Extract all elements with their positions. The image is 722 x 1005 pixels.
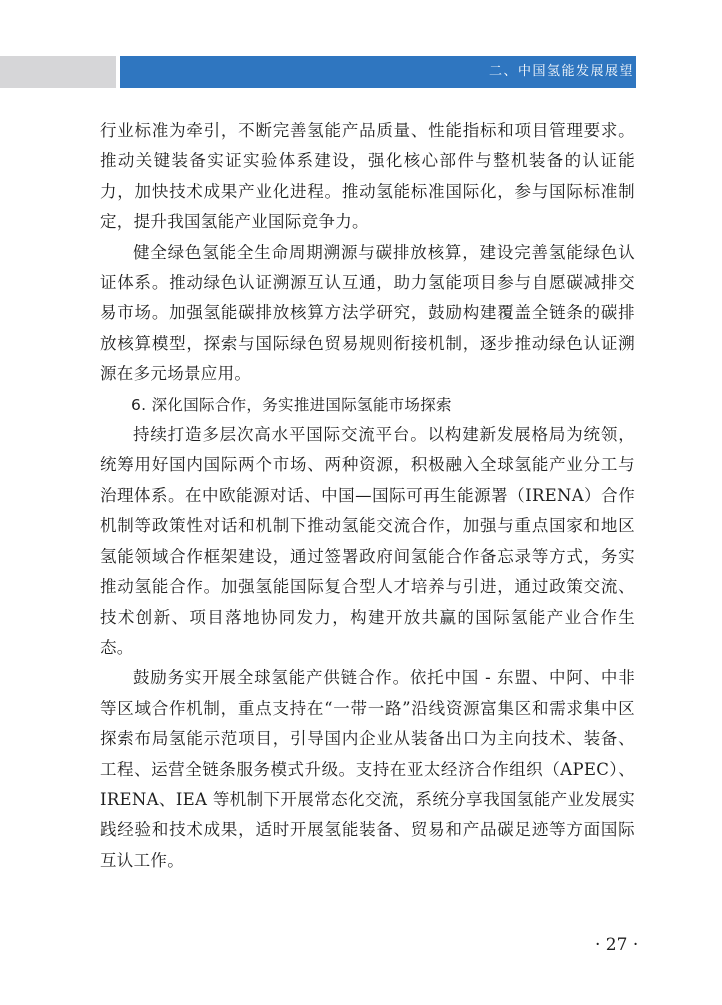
paragraph-supply-chain-cooperation: 鼓励务实开展全球氢能产供链合作。依托中国 - 东盟、中阿、中非等区域合作机制，重点支持在“一带一路”沿线资源富集区和需求集中区探索布局氢能示范项目，引导国内企业从装备出口为主向技术、装备、工程、运营全链条服务模式升级。支持在亚太经济合作组织（APEC）、IRENA、IEA 等机制下开展常态化交流，系统分享我国氢能产业发展实践经验和技术成果，适时开展氢能装备、贸易和产品碳足迹等方面国际互认工作。 xyxy=(100,668,635,870)
page-number: · 27 · xyxy=(595,935,639,955)
page-body xyxy=(100,116,635,876)
paragraph-international-platform: 持续打造多层次高水平国际交流平台。以构建新发展格局为统领，统筹用好国内国际两个市场、两种资源，积极融入全球氢能产业分工与治理体系。在中欧能源对话、中国—国际可再生能源署（IRENA）合作机制等政策性对话和机制下推动氢能交流合作，加强与重点国家和地区氢能领域合作框架建设，通过签署政府间氢能合作备忘录等方式，务实推动氢能合作。加强氢能国际复合型人才培养与引进，通过政策交流、技术创新、项目落地协同发力，构建开放共赢的国际氢能产业合作生态。 xyxy=(100,425,635,657)
paragraph-standards-continuation: 行业标准为牵引，不断完善氢能产品质量、性能指标和项目管理要求。推动关键装备实证实验体系建设，强化核心部件与整机装备的认证能力，加快技术成果产业化进程。推动氢能标准国际化，参与国际标准制定，提升我国氢能产业国际竞争力。 xyxy=(100,121,635,232)
section-heading-6: 6. 深化国际合作，务实推进国际氢能市场探索 xyxy=(131,395,452,414)
header-gray-block xyxy=(0,56,116,88)
paragraph-green-certification: 健全绿色氢能全生命周期溯源与碳排放核算，建设完善氢能绿色认证体系。推动绿色认证溯源互认互通，助力氢能项目参与自愿碳减排交易市场。加强氢能碳排放核算方法学研究，鼓励构建覆盖全链条的碳排放核算模型，探索与国际绿色贸易规则衔接机制，逐步推动绿色认证溯源在多元场景应用。 xyxy=(100,242,635,384)
chapter-title: 二、中国氢能发展展望 xyxy=(488,64,634,79)
